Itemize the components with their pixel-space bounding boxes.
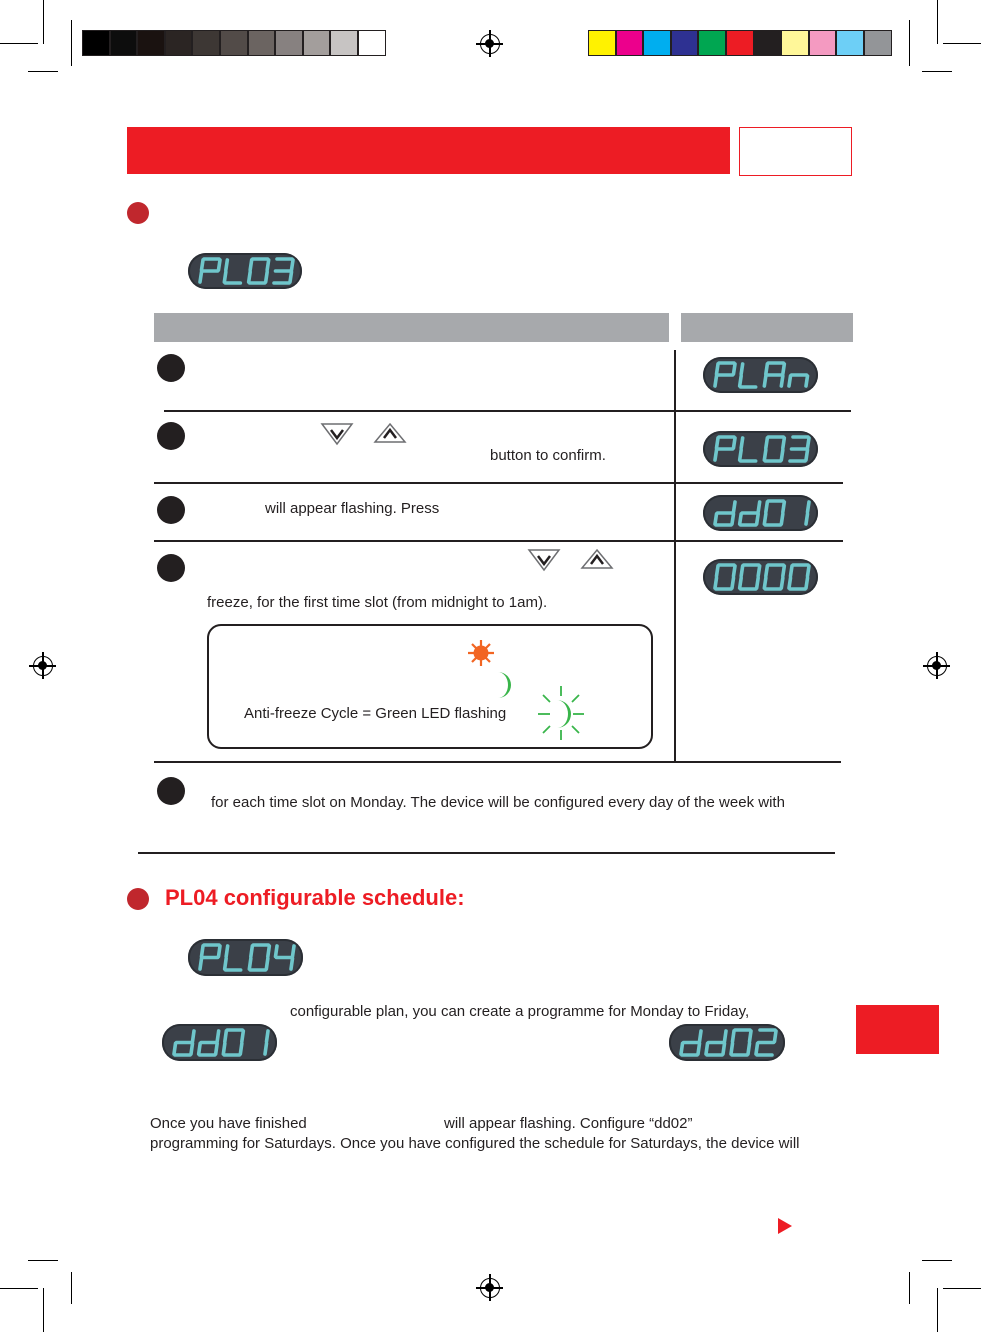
lcd-segment [219, 946, 221, 957]
moon-icon [492, 671, 514, 699]
lcd-segment [200, 959, 202, 970]
lcd-segment [740, 514, 742, 524]
crop-mark [71, 1272, 72, 1304]
crop-mark [943, 1288, 981, 1289]
lcd-display-pl04 [188, 939, 303, 976]
lcd-segment [266, 959, 268, 970]
lcd-display-dd01 [162, 1024, 277, 1061]
lcd-segment [219, 260, 221, 270]
lcd-segment [808, 502, 810, 512]
color-swatch [330, 30, 358, 56]
lcd-segment [226, 260, 228, 270]
next-page-triangle-icon[interactable] [778, 1218, 792, 1234]
lcd-segment [758, 566, 760, 576]
color-swatch [358, 30, 386, 56]
lcd-segment [732, 578, 734, 588]
lcd-segment [681, 1044, 683, 1055]
crop-mark [28, 1260, 58, 1261]
lcd-segment [806, 578, 808, 588]
lcd-segment [223, 1044, 225, 1055]
page-number-box [739, 127, 852, 176]
lcd-segment [249, 272, 251, 282]
lcd-display-dd02 [669, 1024, 785, 1061]
up-arrow-button-icon [580, 548, 614, 570]
lcd-segment [791, 566, 793, 576]
color-swatch [137, 30, 165, 56]
crop-mark [28, 71, 58, 72]
pl04-paragraph-2a: Once you have finished [150, 1115, 307, 1132]
lcd-segment [783, 364, 785, 374]
color-swatch [82, 30, 110, 56]
lcd-segment [276, 946, 278, 957]
lcd-segment [725, 1031, 727, 1042]
lcd-segment [756, 1044, 758, 1055]
table-row-divider [164, 410, 851, 412]
lcd-segment [191, 1044, 193, 1055]
crop-mark [909, 1272, 910, 1304]
lcd-segment [783, 502, 785, 512]
lcd-segment [715, 514, 717, 524]
step-5-bullet [157, 777, 185, 805]
page-thumb-tab [856, 1005, 939, 1054]
lcd-segment [757, 578, 759, 588]
lcd-segment [806, 376, 808, 386]
up-arrow-button-icon [373, 422, 407, 444]
color-swatch [275, 30, 303, 56]
lcd-segment [267, 1031, 269, 1042]
lcd-segment [781, 514, 783, 524]
pl04-paragraph-1: configurable plan, you can create a programme for Monday to Friday, [290, 1003, 750, 1020]
lcd-segment [723, 1044, 725, 1055]
lcd-segment [290, 272, 292, 282]
lcd-segment [766, 364, 768, 374]
pl04-paragraph-2c: programming for Saturdays. Once you have configured the schedule for Saturdays, the device will [150, 1135, 800, 1152]
lcd-segment [781, 578, 783, 588]
lcd-segment [734, 502, 736, 512]
lcd-segment [224, 272, 226, 282]
lcd-segment [750, 1031, 752, 1042]
lcd-display-0000 [703, 559, 818, 595]
step-4-text: freeze, for the first time slot (from midnight to 1am). [207, 594, 548, 611]
lcd-segment [764, 450, 766, 460]
lcd-display-pl03 [703, 431, 818, 467]
lcd-segment [291, 959, 293, 970]
lcd-segment [764, 578, 766, 588]
color-swatch [864, 30, 892, 56]
crop-mark [943, 43, 981, 44]
lcd-segment [741, 566, 743, 576]
lcd-segment [293, 946, 295, 957]
lcd-segment [806, 514, 808, 524]
color-swatch [781, 30, 809, 56]
lcd-segment [706, 1044, 708, 1055]
lcd-segment [199, 1044, 201, 1055]
lcd-segment [249, 959, 251, 970]
color-swatch [192, 30, 220, 56]
lcd-segment [732, 514, 734, 524]
lcd-segment [781, 450, 783, 460]
color-swatch [643, 30, 671, 56]
crop-mark [0, 43, 38, 44]
lcd-segment [766, 438, 768, 448]
step-3-text: will appear flashing. Press [265, 500, 440, 517]
lcd-segment [240, 1044, 242, 1055]
lcd-segment [781, 376, 783, 386]
table-row-divider [154, 540, 843, 542]
crop-mark [937, 1288, 938, 1332]
lcd-segment [242, 1031, 244, 1042]
crop-mark [909, 20, 910, 66]
table-row-divider [154, 761, 841, 763]
color-swatch [303, 30, 331, 56]
down-arrow-button-icon [527, 548, 561, 572]
color-swatch [726, 30, 754, 56]
lcd-segment [758, 502, 760, 512]
pl04-section-title: PL04 configurable schedule: [165, 885, 465, 910]
lcd-display-dd01 [703, 495, 818, 531]
lcd-segment [806, 450, 808, 460]
lcd-segment [789, 376, 791, 386]
registration-mark-icon [33, 656, 53, 676]
lcd-segment [174, 1044, 176, 1055]
crop-mark [937, 0, 938, 44]
section-header-bar [127, 127, 730, 174]
lcd-segment [267, 260, 269, 270]
lcd-segment [717, 364, 719, 374]
lcd-segment [217, 1031, 219, 1042]
crop-mark [922, 71, 952, 72]
lcd-segment [715, 376, 717, 386]
lcd-segment [734, 566, 736, 576]
lcd-segment [775, 1031, 777, 1042]
color-swatch [110, 30, 138, 56]
step-4-bullet [157, 554, 185, 582]
step-5-text: for each time slot on Monday. The device will be configured every day of the week with [211, 794, 785, 811]
lcd-segment [740, 376, 742, 386]
crop-mark [0, 1288, 38, 1289]
lcd-segment [698, 1044, 700, 1055]
registration-mark-icon [480, 34, 500, 54]
legend-antifreeze-text: Anti-freeze Cycle = Green LED flashing [244, 705, 507, 722]
lcd-display-plan [703, 357, 818, 393]
color-swatch [809, 30, 837, 56]
led-legend-box [207, 624, 653, 749]
pl04-paragraph-2b: will appear flashing. Configure “dd02” [444, 1115, 693, 1132]
table-divider [674, 350, 676, 762]
sun-icon [467, 639, 495, 667]
lcd-segment [225, 959, 227, 970]
lcd-display-mode [188, 253, 302, 289]
step-2-bullet [157, 422, 185, 450]
lcd-segment [789, 578, 791, 588]
step-3-bullet [157, 496, 185, 524]
lcd-segment [740, 450, 742, 460]
lcd-segment [266, 272, 268, 282]
color-swatch [248, 30, 276, 56]
lcd-segment [741, 364, 743, 374]
color-swatch [616, 30, 644, 56]
crop-mark [922, 1260, 952, 1261]
color-swatch [220, 30, 248, 56]
flashing-moon-icon [536, 686, 586, 740]
lcd-segment [717, 438, 719, 448]
lcd-segment [740, 578, 742, 588]
lcd-segment [764, 514, 766, 524]
lcd-segment [700, 1031, 702, 1042]
section-bullet [127, 202, 149, 224]
lcd-segment [717, 566, 719, 576]
table-row-divider [154, 482, 843, 484]
lcd-segment [734, 364, 736, 374]
registration-mark-icon [927, 656, 947, 676]
lcd-segment [265, 1044, 267, 1055]
lcd-segment [225, 1031, 227, 1042]
lcd-segment [202, 946, 204, 957]
table-header-display [681, 313, 853, 342]
step-2-text: button to confirm. [490, 447, 606, 464]
lcd-segment [292, 260, 294, 270]
lcd-segment [715, 450, 717, 460]
color-swatch [165, 30, 193, 56]
lcd-segment [193, 1031, 195, 1042]
lcd-segment [757, 514, 759, 524]
crop-mark [43, 1288, 44, 1332]
crop-mark [43, 0, 44, 44]
lcd-segment [200, 272, 202, 282]
lcd-segment [748, 1044, 750, 1055]
registration-mark-icon [480, 1278, 500, 1298]
lcd-segment [268, 946, 270, 957]
crop-mark [71, 20, 72, 66]
lcd-segment [783, 438, 785, 448]
lcd-segment [250, 260, 252, 270]
color-swatch [671, 30, 699, 56]
step-1-bullet [157, 354, 185, 382]
color-swatch [588, 30, 616, 56]
lcd-segment [202, 260, 204, 270]
lcd-segment [808, 438, 810, 448]
section-divider [138, 852, 835, 854]
lcd-segment [216, 1044, 218, 1055]
lcd-segment [741, 438, 743, 448]
color-swatch [754, 30, 782, 56]
lcd-segment [733, 1031, 735, 1042]
down-arrow-button-icon [320, 422, 354, 446]
lcd-segment [766, 566, 768, 576]
lcd-segment [783, 566, 785, 576]
lcd-segment [734, 438, 736, 448]
color-swatch [698, 30, 726, 56]
lcd-segment [226, 946, 228, 957]
color-swatch [836, 30, 864, 56]
lcd-segment [715, 578, 717, 588]
section-bullet [127, 888, 149, 910]
lcd-segment [766, 502, 768, 512]
table-header-steps [154, 313, 669, 342]
lcd-segment [808, 566, 810, 576]
lcd-segment [731, 1044, 733, 1055]
lcd-segment [251, 946, 253, 957]
lcd-segment [764, 376, 766, 386]
